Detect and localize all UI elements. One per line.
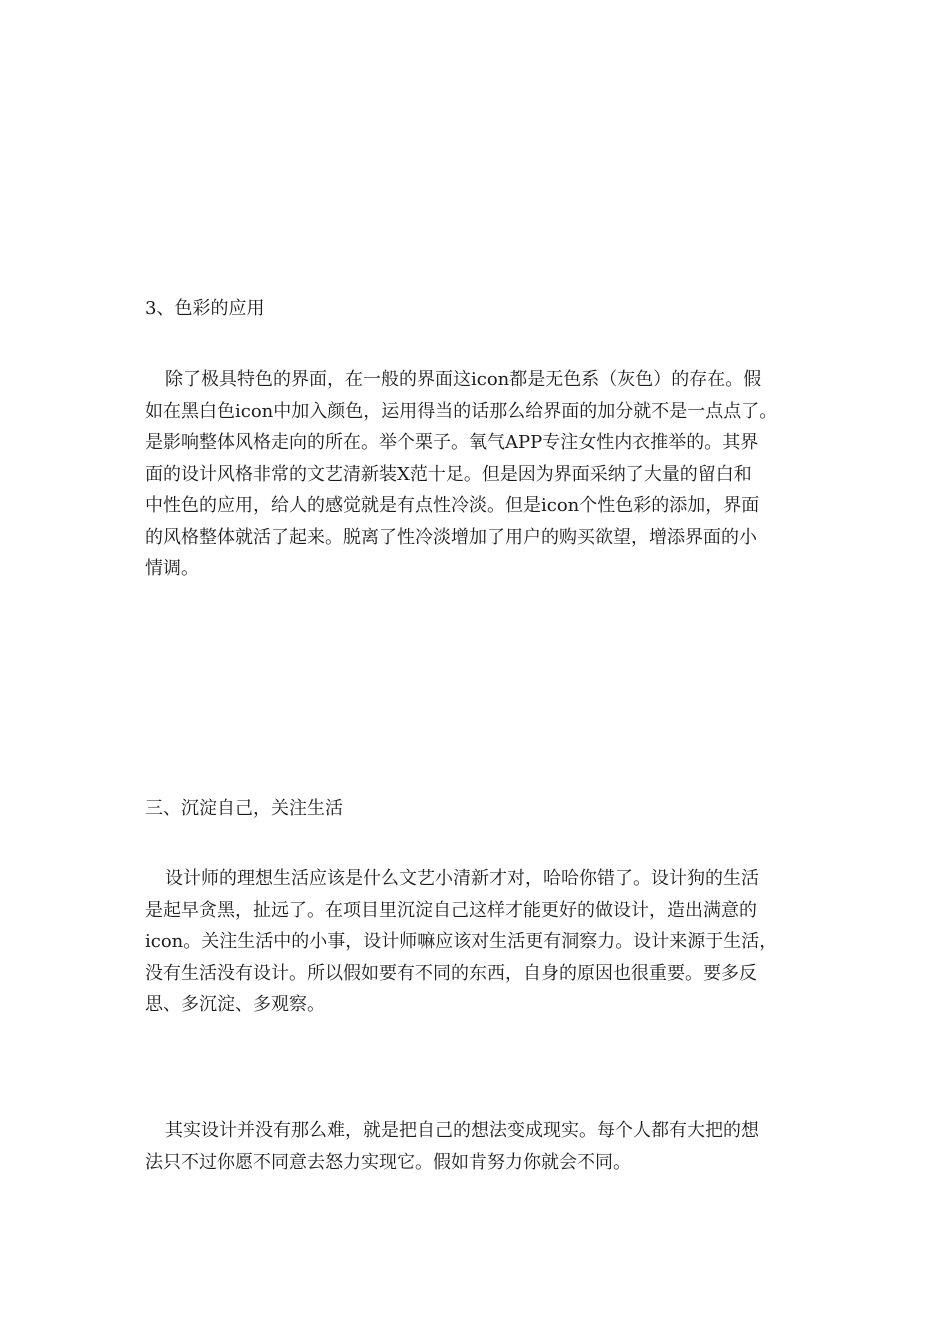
paragraph-line: 情调。 xyxy=(145,558,199,579)
paragraph-line: 面的设计风格非常的文艺清新装X范十足。但是因为界面采纳了大量的留白和 xyxy=(145,463,752,485)
paragraph-line: 除了极具特色的界面，在一般的界面这icon都是无色系（灰色）的存在。假 xyxy=(165,369,762,390)
paragraph-line: 的风格整体就活了起来。脱离了性冷淡增加了用户的购买欲望，增添界面的小 xyxy=(145,526,757,548)
paragraph-line: 其实设计并没有那么难，就是把自己的想法变成现实。每个人都有大把的想 xyxy=(165,1120,759,1141)
paragraph-line: 中性色的应用，给人的感觉就是有点性冷淡。但是icon个性色彩的添加，界面 xyxy=(145,495,760,516)
paragraph-line: 法只不过你愿不同意去怒力实现它。假如肯努力你就会不同。 xyxy=(145,1151,631,1173)
section-heading-life: 三、沉淀自己，关注生活 xyxy=(145,798,343,819)
paragraph-line: 如在黑白色icon中加入颜色，运用得当的话那么给界面的加分就不是一点点了。 xyxy=(145,400,778,422)
paragraph-line: 是影响整体风格走向的所在。举个栗子。氧气APP专注女性内衣推举的。其界 xyxy=(145,432,759,453)
paragraph-color-application xyxy=(145,364,815,585)
paragraph-line: icon。关注生活中的小事，设计师嘛应该对生活更有洞察力。设计来源于生活， xyxy=(145,931,778,952)
section-heading-color: 3、色彩的应用 xyxy=(145,298,265,319)
paragraph-line: 思、多沉淀、多观察。 xyxy=(145,994,325,1015)
paragraph-closing xyxy=(145,1115,815,1178)
paragraph-line: 设计师的理想生活应该是什么文艺小清新才对，哈哈你错了。设计狗的生活 xyxy=(165,868,759,889)
paragraph-line: 是起早贪黑，扯远了。在项目里沉淀自己这样才能更好的做设计，造出满意的 xyxy=(145,899,757,921)
paragraph-line: 没有生活没有设计。所以假如要有不同的东西，自身的原因也很重要。要多反 xyxy=(145,962,757,984)
paragraph-settle-and-observe xyxy=(145,863,815,1021)
